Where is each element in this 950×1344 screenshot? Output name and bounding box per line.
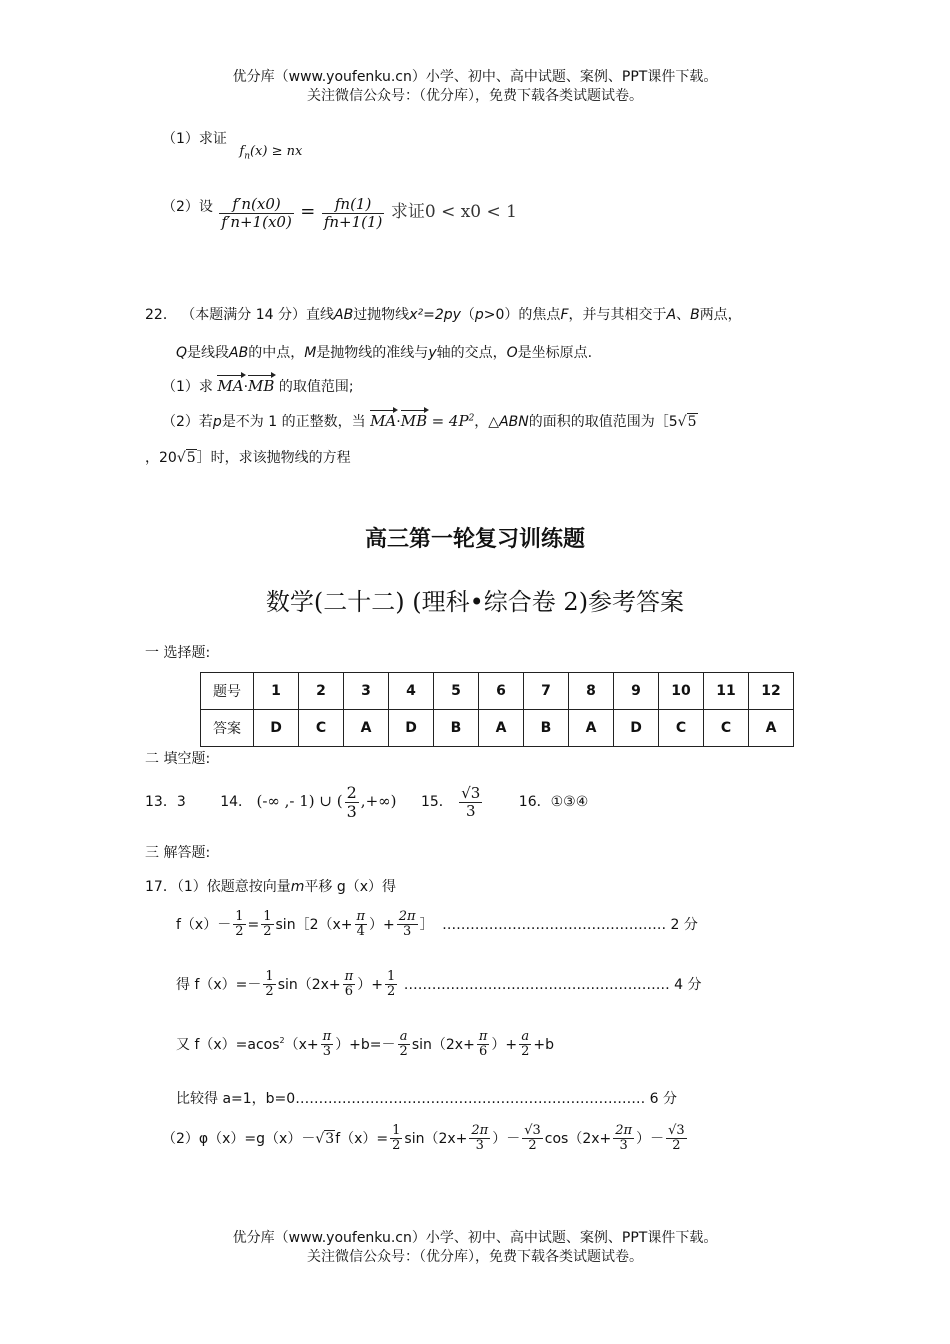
fraction-den: 3 xyxy=(619,1138,628,1154)
fraction-num: 1 xyxy=(386,969,396,984)
q22-p2-sup: 2 xyxy=(468,413,475,424)
q22-number: 22． xyxy=(145,307,177,323)
fill-q15-label: 15． xyxy=(420,794,453,811)
table-cell: D xyxy=(254,710,299,747)
q17-text: ）－ xyxy=(492,1130,521,1147)
q17-score-2: ………………………………………… 2 分 xyxy=(442,916,698,933)
q17-text: （x+ xyxy=(284,1036,319,1053)
q17-text: = xyxy=(247,916,260,933)
fraction-num: √3 xyxy=(524,1123,541,1138)
table-cell: C xyxy=(299,710,344,747)
q17-text: ）+ xyxy=(357,976,383,993)
table-cell: 11 xyxy=(704,673,749,710)
q22-q: Q xyxy=(176,345,188,361)
q21-p1-sub: n xyxy=(244,151,250,162)
fraction-half xyxy=(263,970,275,1000)
fraction-den: 2 xyxy=(386,984,396,1000)
table-cell: A xyxy=(749,710,794,747)
q17-text: f（x）－ xyxy=(176,916,232,933)
q21-p2-tail: 求证0 < x0 < 1 xyxy=(390,202,517,222)
header-line-2: 关注微信公众号：（优分库），免费下载各类试题试卷。 xyxy=(307,88,643,104)
table-cell: D xyxy=(614,710,659,747)
footer-line-2: 关注微信公众号：（优分库），免费下载各类试题试卷。 xyxy=(307,1249,643,1265)
q21-p2-left-fraction xyxy=(219,196,293,230)
q21-p1-label: （1）求证 xyxy=(162,131,227,147)
q22-line2 xyxy=(176,342,592,362)
section-choice: 一 选择题: xyxy=(145,645,211,661)
q17-score-4: ………………………………………………… 4 分 xyxy=(403,976,702,993)
table-row-answers xyxy=(201,710,794,747)
q17-text: sin（2x+ xyxy=(404,1130,468,1147)
table-cell: 6 xyxy=(479,673,524,710)
q17-head xyxy=(145,876,396,896)
q22-part1 xyxy=(162,376,354,396)
table-cell: B xyxy=(524,710,569,747)
fraction-pi-4 xyxy=(355,910,368,940)
q22-ab: AB xyxy=(229,345,249,361)
fraction-sqrt3-2 xyxy=(522,1124,543,1154)
dot-product: · xyxy=(243,379,249,395)
fraction-a-2 xyxy=(398,1030,410,1060)
sqrt-5-radicand: 5 xyxy=(186,450,196,466)
fraction-den: 3 xyxy=(403,924,412,940)
title-sub: 数学(二十二) (理科•综合卷 2)参考答案 xyxy=(265,588,685,616)
q22-p2-p: p xyxy=(212,414,222,430)
q22-o: O xyxy=(506,345,518,361)
fraction-den: 2 xyxy=(528,1138,537,1154)
q22-f: F xyxy=(560,307,569,323)
q22-p2-equation: = 4P xyxy=(431,412,469,430)
sqrt-5-radicand: 5 xyxy=(687,414,697,430)
section-solution: 三 解答题: xyxy=(145,845,211,861)
fraction-num: 1 xyxy=(235,909,244,924)
fraction-pi-3 xyxy=(321,1030,334,1060)
fraction-2pi-3 xyxy=(613,1124,634,1154)
fill-answers xyxy=(145,784,588,820)
section-fill: 二 填空题: xyxy=(145,751,211,767)
fraction-den: 4 xyxy=(356,924,365,940)
fraction-pi-6 xyxy=(343,970,356,1000)
fraction-den: 6 xyxy=(478,1044,488,1060)
q17-text: sin［2（x+ xyxy=(275,916,353,933)
fraction-half xyxy=(233,910,245,940)
table-cell: 5 xyxy=(434,673,479,710)
q22-text: 过抛物线 xyxy=(353,307,410,323)
q22-p1-label: （1）求 xyxy=(162,379,213,395)
fraction-num: √3 xyxy=(461,784,481,803)
q22-text: 的中点， xyxy=(248,345,305,361)
header-line-1: 优分库（www.youfenku.cn）小学、初中、高中试题、案例、PPT课件下载。 xyxy=(232,69,718,85)
q22-y: y xyxy=(428,345,437,361)
fraction-den: 2 xyxy=(265,984,274,1000)
q17-text: ）+b=－ xyxy=(335,1036,396,1053)
sqrt-5: √5 xyxy=(176,450,196,466)
fraction-half xyxy=(390,1124,402,1154)
fraction-num: 2π xyxy=(398,909,416,924)
footer-line-1: 优分库（www.youfenku.cn）小学、初中、高中试题、案例、PPT课件下载。 xyxy=(232,1230,718,1246)
table-cell: 3 xyxy=(344,673,389,710)
q17-text: ］ xyxy=(419,916,434,933)
sqrt-5: √5 xyxy=(677,414,697,430)
fill-q14-fraction xyxy=(345,784,359,820)
fraction-den: 3 xyxy=(466,801,476,820)
table-cell: 10 xyxy=(659,673,704,710)
vector-mb: MB xyxy=(400,412,428,430)
q21-part2 xyxy=(162,196,517,230)
fraction-num: 2 xyxy=(346,783,357,802)
q22-text: 是线段 xyxy=(187,345,230,361)
fill-q14-expr: ,+∞) xyxy=(360,792,397,811)
q22-p: p xyxy=(474,307,484,323)
fraction-num: 2π xyxy=(471,1123,489,1138)
q22-p2-text: 的面积的取值范围为［5 xyxy=(528,414,678,430)
fraction-den: 3 xyxy=(475,1138,484,1154)
q17-text: +b xyxy=(533,1036,554,1053)
vector-ma: MA xyxy=(370,412,397,430)
q22-p2-text: 是不为 1 的正整数，当 xyxy=(221,414,366,430)
q17-text: ）+ xyxy=(491,1036,518,1053)
table-cell: 12 xyxy=(749,673,794,710)
table-cell: A xyxy=(479,710,524,747)
table-label-number: 题号 xyxy=(201,673,254,710)
q21-p2-equals: = xyxy=(300,201,316,222)
fill-q14-label: 14． xyxy=(220,794,253,811)
q21-p1-formula xyxy=(239,144,303,162)
table-cell: 8 xyxy=(569,673,614,710)
q17-text: f（x）= xyxy=(335,1130,389,1147)
q21-p2-label: （2）设 xyxy=(162,199,213,215)
fraction-den: 3 xyxy=(346,801,357,821)
dot-product: · xyxy=(396,414,401,430)
fill-q16: 16．①③④ xyxy=(518,794,589,811)
fraction-half xyxy=(385,970,397,1000)
q22-text: 轴的交点， xyxy=(436,345,507,361)
q22-p2-abn: ABN xyxy=(499,414,529,430)
q21-p2-right-den: fn+1(1) xyxy=(323,212,383,231)
fraction-2pi-3 xyxy=(469,1124,490,1154)
fraction-num: a xyxy=(519,1030,531,1045)
table-cell: 1 xyxy=(254,673,299,710)
fraction-den: 6 xyxy=(344,984,354,1000)
q17-m: m xyxy=(290,879,305,895)
fraction-half xyxy=(261,910,273,940)
q22-part2-cont xyxy=(145,447,351,467)
q22-a: A xyxy=(666,307,677,323)
fill-q13: 13．3 xyxy=(145,794,186,811)
q21-part1 xyxy=(162,128,303,162)
fraction-num: π xyxy=(478,1029,488,1044)
title-main: 高三第一轮复习训练题 xyxy=(364,527,585,552)
fraction-pi-6 xyxy=(477,1030,490,1060)
fraction-num: 1 xyxy=(392,1123,401,1138)
q22-part2 xyxy=(162,411,698,431)
fraction-den: 2 xyxy=(235,924,244,940)
q22-equation: x²=2py xyxy=(409,307,461,323)
sqrt-3-radicand: 3 xyxy=(325,1130,335,1147)
fraction-2pi-3 xyxy=(397,910,418,940)
q17-text: sin（2x+ xyxy=(411,1036,475,1053)
fraction-num: √3 xyxy=(668,1123,685,1138)
q17-line1 xyxy=(176,910,698,940)
q17-text: 平移 g（x）得 xyxy=(304,879,396,895)
answer-table xyxy=(200,672,794,747)
q22-text: >0）的焦点 xyxy=(483,307,561,323)
q17-text: cos（2x+ xyxy=(544,1130,612,1147)
table-cell: 7 xyxy=(524,673,569,710)
q22-m: M xyxy=(304,345,317,361)
q22-p2-text: ］时，求该抛物线的方程 xyxy=(196,450,351,466)
fraction-num: 1 xyxy=(263,909,272,924)
q22-text: 是抛物线的准线与 xyxy=(316,345,429,361)
fraction-sqrt3-2 xyxy=(666,1124,687,1154)
q22-text: 两点， xyxy=(699,307,742,323)
q17-sup: 2 xyxy=(279,1036,285,1046)
q17-text: sin（2x+ xyxy=(277,976,341,993)
table-cell: D xyxy=(389,710,434,747)
sqrt-3: √3 xyxy=(315,1130,335,1147)
q17-line2 xyxy=(176,970,702,1000)
fraction-den: 3 xyxy=(322,1044,332,1060)
q22-sep: 、 xyxy=(676,307,691,323)
fill-q14-expr: (-∞ ,- 1) ∪ ( xyxy=(256,792,343,811)
q17-text: 得 f（x）=－ xyxy=(176,976,262,993)
fraction-den: 2 xyxy=(672,1138,681,1154)
q17-line4: 比较得 a=1，b=0………………………………………………………………… 6 分 xyxy=(176,1091,677,1107)
fraction-num: 1 xyxy=(265,969,274,984)
table-cell: 2 xyxy=(299,673,344,710)
vector-ma: MA xyxy=(217,377,244,395)
q22-p2-text: ，△ xyxy=(474,414,500,430)
q22-p1-text: 的取值范围; xyxy=(278,379,354,395)
q22-ab: AB xyxy=(334,307,354,323)
q21-p1-rest: (x) ≥ nx xyxy=(249,144,303,159)
q22-p2-text: ，20 xyxy=(145,450,177,466)
table-cell: A xyxy=(569,710,614,747)
vector-mb: MB xyxy=(248,377,275,395)
fraction-den: 2 xyxy=(521,1044,530,1060)
table-cell: C xyxy=(704,710,749,747)
q17-line5 xyxy=(162,1124,689,1154)
q21-p2-left-den: f′n+1(x0) xyxy=(221,212,292,231)
fill-q15-fraction xyxy=(459,785,482,819)
q17-text: 又 f（x）=acos xyxy=(176,1036,280,1053)
q22-text: （本题满分 14 分）直线 xyxy=(181,307,334,323)
table-row-numbers xyxy=(201,673,794,710)
fraction-num: 2π xyxy=(615,1123,633,1138)
table-cell: B xyxy=(434,710,479,747)
q17-text: ）+ xyxy=(369,916,395,933)
fraction-den: 2 xyxy=(392,1138,401,1154)
q21-p2-right-num: fn(1) xyxy=(322,196,385,214)
fraction-num: a xyxy=(398,1030,410,1045)
fraction-num: π xyxy=(356,909,366,924)
table-cell: A xyxy=(344,710,389,747)
q21-p2-left-num: f′n(x0) xyxy=(219,196,293,214)
table-cell: C xyxy=(659,710,704,747)
table-label-answer: 答案 xyxy=(201,710,254,747)
fraction-num: π xyxy=(344,969,354,984)
fraction-den: 2 xyxy=(399,1044,408,1060)
q22-text: （ xyxy=(460,307,475,323)
q21-p1-f: f xyxy=(239,144,245,159)
table-cell: 4 xyxy=(389,673,434,710)
q22-p2-label: （2）若 xyxy=(162,414,213,430)
q17-text: 17．（1）依题意按向量 xyxy=(145,879,291,895)
q22-line1 xyxy=(145,304,742,324)
q21-p2-right-fraction xyxy=(322,196,385,230)
fraction-den: 2 xyxy=(263,924,272,940)
q17-text: ）－ xyxy=(636,1130,665,1147)
q17-line3 xyxy=(176,1030,554,1060)
q22-b: B xyxy=(690,307,700,323)
fraction-num: π xyxy=(322,1029,332,1044)
q22-text: ，并与其相交于 xyxy=(568,307,667,323)
q22-text: 是坐标原点. xyxy=(517,345,593,361)
fraction-a-2 xyxy=(519,1030,531,1060)
q17-text: （2）φ（x）=g（x）－ xyxy=(162,1130,316,1147)
table-cell: 9 xyxy=(614,673,659,710)
